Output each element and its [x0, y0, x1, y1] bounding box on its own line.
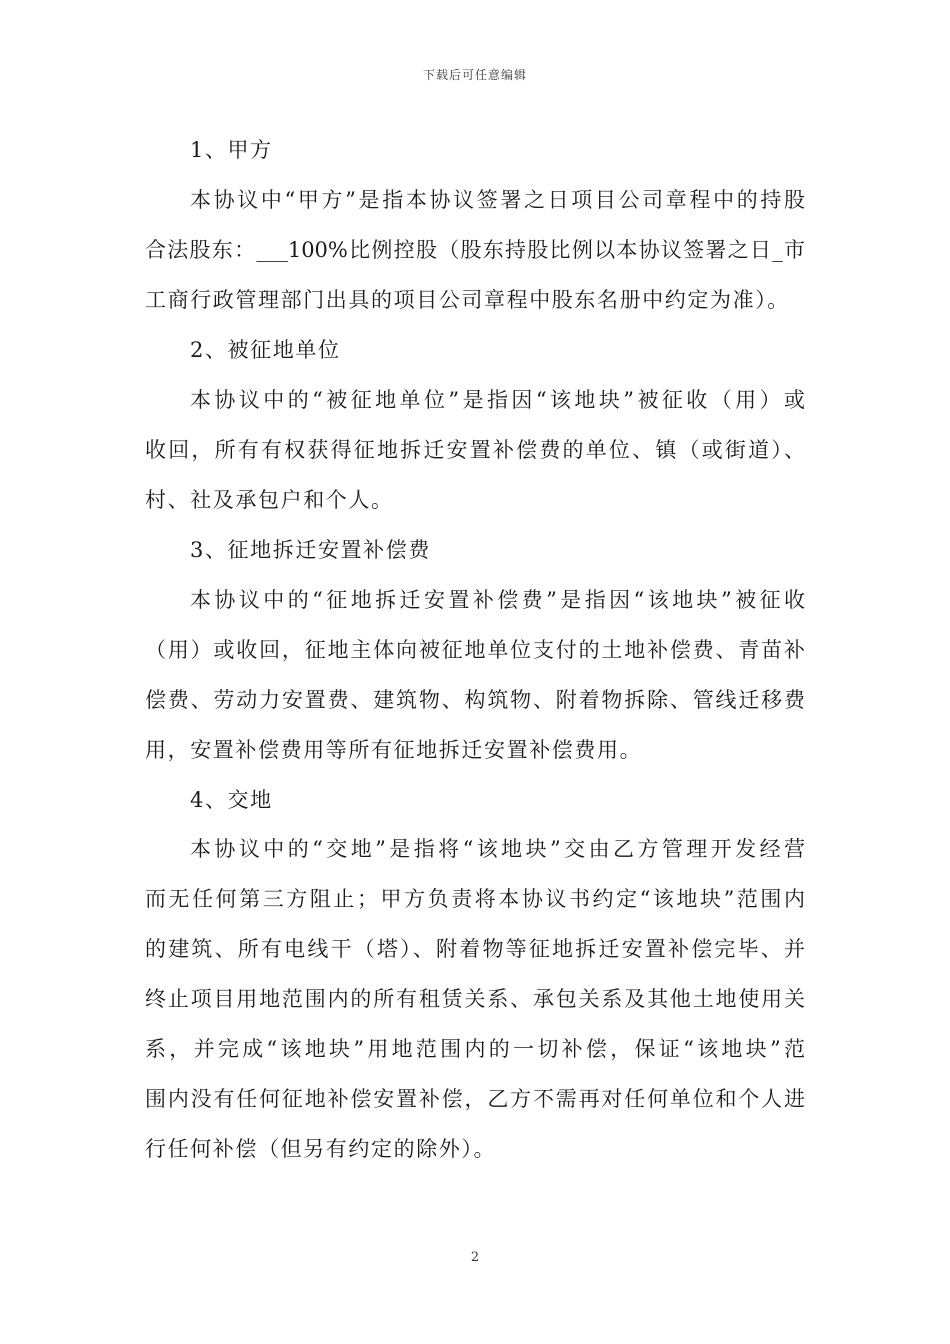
paragraph-line: 围内没有任何征地补偿安置补偿，乙方不需再对任何单位和个人进 [145, 1087, 805, 1111]
section-heading-4: 4、交地 [190, 788, 273, 812]
paragraph-line: 用，安置补偿费用等所有征地拆迁安置补偿费用。 [145, 738, 643, 762]
page-number: 2 [470, 1250, 480, 1265]
paragraph-line: 行任何补偿（但另有约定的除外）。 [145, 1137, 497, 1161]
section-heading-3: 3、征地拆迁安置补偿费 [190, 538, 431, 562]
page-header: 下载后可任意编辑 [422, 68, 527, 82]
paragraph-line: 本协议中的“征地拆迁安置补偿费”是指因“该地块”被征收 [190, 588, 805, 612]
paragraph-line: 合法股东：___100%比例控股（股东持股比例以本协议签署之日_市 [145, 238, 805, 262]
paragraph-line: 村、社及承包户和个人。 [145, 488, 394, 512]
section-heading-1: 1、甲方 [190, 138, 273, 162]
paragraph-line: 收回，所有有权获得征地拆迁安置补偿费的单位、镇（或街道）、 [145, 438, 805, 462]
paragraph-line: 而无任何第三方阻止；甲方负责将本协议书约定“该地块”范围内 [145, 887, 805, 911]
paragraph-line: 的建筑、所有电线干（塔）、附着物等征地拆迁安置补偿完毕、并 [145, 937, 805, 961]
paragraph-line: 系，并完成“该地块”用地范围内的一切补偿，保证“该地块”范 [145, 1037, 805, 1061]
paragraph-line: （用）或收回，征地主体向被征地单位支付的土地补偿费、青苗补 [145, 638, 805, 662]
paragraph-line: 本协议中的“被征地单位”是指因“该地块”被征收（用）或 [190, 388, 805, 412]
paragraph-line: 偿费、劳动力安置费、建筑物、构筑物、附着物拆除、管线迁移费 [145, 688, 805, 712]
paragraph-line: 工商行政管理部门出具的项目公司章程中股东名册中约定为准）。 [145, 288, 790, 312]
paragraph-line: 本协议中的“交地”是指将“该地块”交由乙方管理开发经营 [190, 837, 805, 861]
paragraph-line: 本协议中“甲方”是指本协议签署之日项目公司章程中的持股 [190, 188, 805, 212]
paragraph-line: 终止项目用地范围内的所有租赁关系、承包关系及其他土地使用关 [145, 987, 805, 1011]
section-heading-2: 2、被征地单位 [190, 338, 341, 362]
